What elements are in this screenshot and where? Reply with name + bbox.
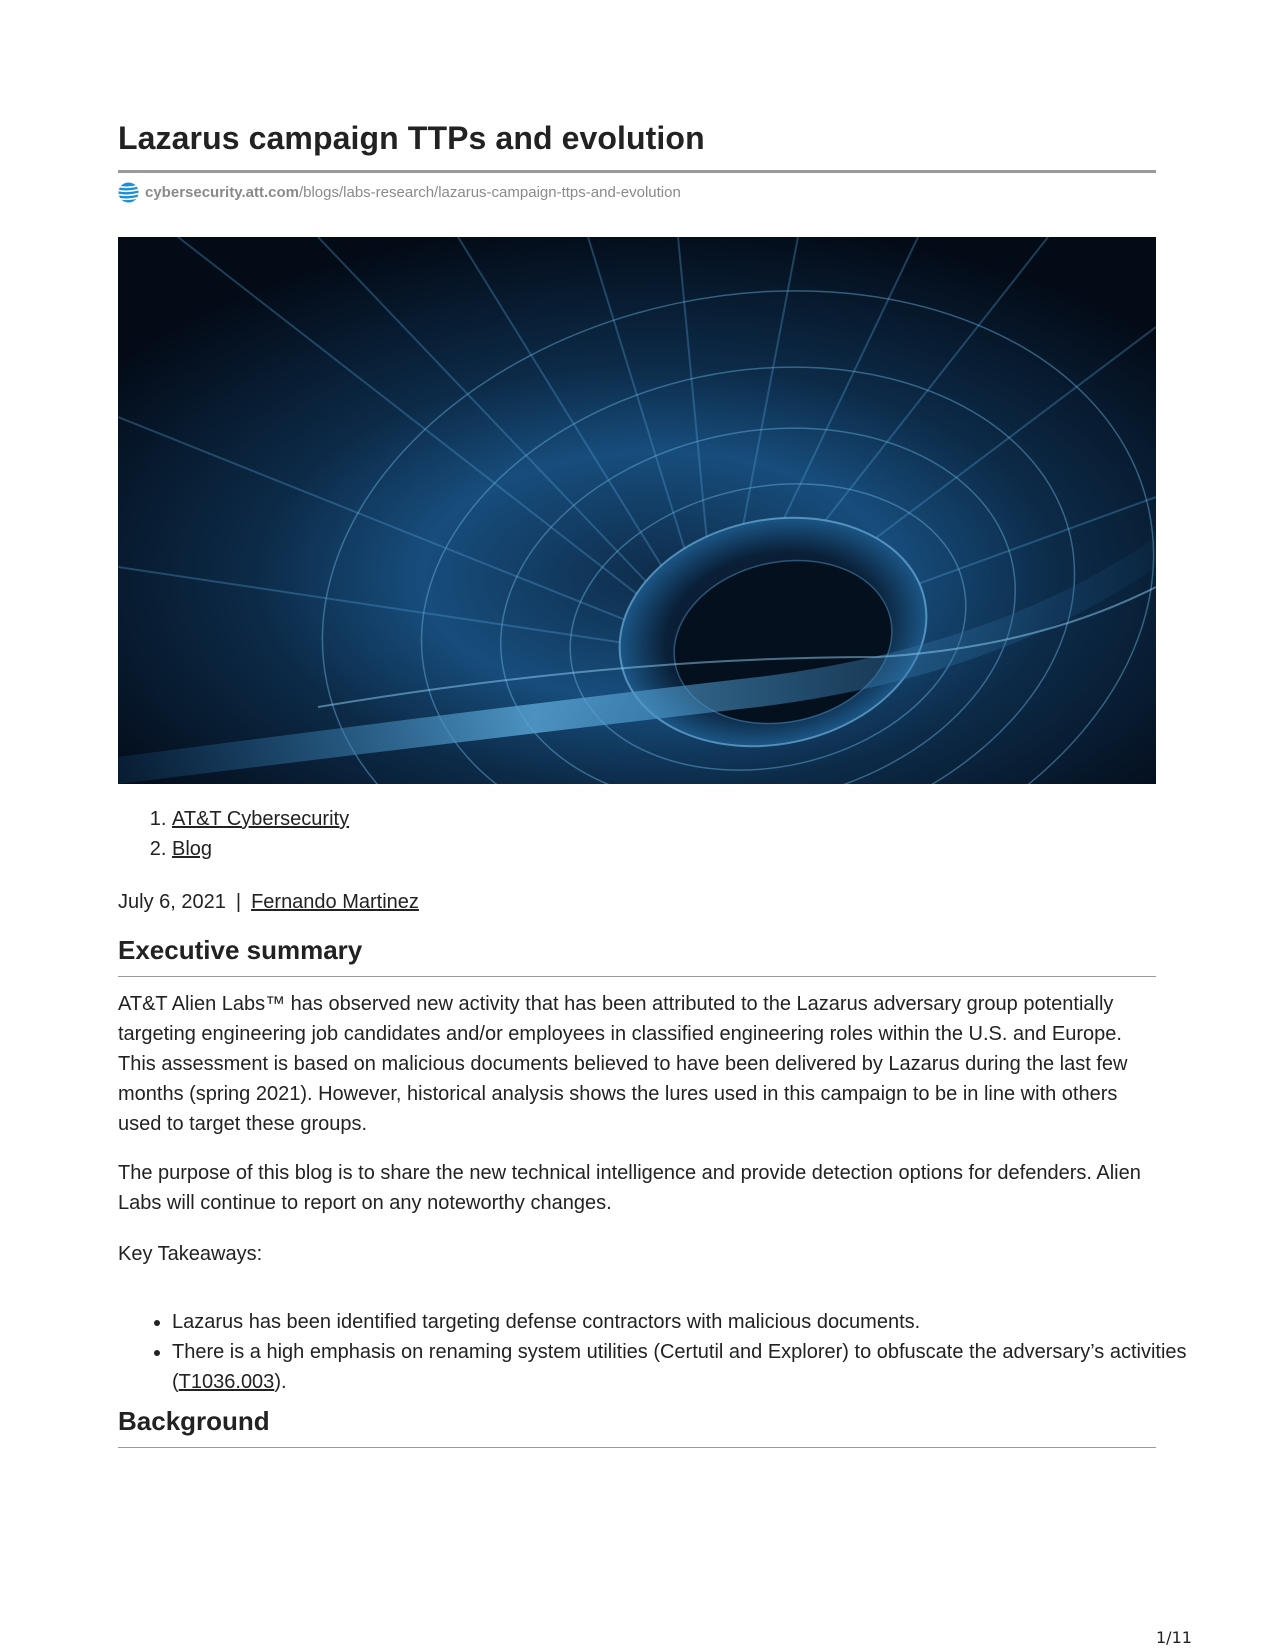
mitre-technique-link[interactable]: T1036.003 (178, 1371, 275, 1393)
article-meta (118, 889, 419, 915)
breadcrumb-link-att-cybersecurity[interactable]: AT&T Cybersecurity (172, 808, 350, 830)
takeaway-text-suffix: ). (274, 1371, 287, 1393)
takeaway-text: Lazarus has been identified targeting defense contractors with malicious documents. (172, 1311, 921, 1333)
breadcrumb-item (172, 834, 349, 864)
att-globe-icon (118, 182, 139, 203)
source-path: /blogs/labs-research/lazarus-campaign-ttps-and-evolution (298, 183, 681, 201)
section-divider (118, 1447, 1156, 1448)
executive-summary-heading: Executive summary (118, 935, 363, 965)
source-domain: cybersecurity.att.com (145, 183, 299, 201)
breadcrumb (118, 804, 349, 864)
summary-paragraph-1: AT&T Alien Labs™ has observed new activity that has been attributed to the Lazarus adversary group potentially targeting engineering job candidates and/or employees in classified engineering roles within the U.S. and Europe. This assessment is based on malicious documents believed to have been delivered by Lazarus during the last few months (spring 2021). However, historical analysis shows the lures used in this campaign to be in line with others used to target these groups. (118, 993, 1128, 1135)
publish-date: July 6, 2021 (118, 891, 226, 913)
article-title: Lazarus campaign TTPs and evolution (118, 120, 705, 156)
author-link[interactable]: Fernando Martinez (251, 891, 419, 913)
list-item (172, 1307, 1210, 1337)
summary-paragraph-2: The purpose of this blog is to share the new technical intelligence and provide detection options for defenders. Alien Labs will continue to report on any noteworthy changes. (118, 1162, 1141, 1214)
list-item (172, 1337, 1210, 1397)
key-takeaways-label: Key Takeaways: (118, 1243, 263, 1265)
breadcrumb-link-blog[interactable]: Blog (172, 838, 213, 860)
takeaway-text: There is a high emphasis on renaming system utilities (Certutil and Explorer) to obfuscate the adversary’s activities ( (172, 1341, 1187, 1393)
source-url[interactable] (118, 181, 681, 203)
key-takeaways-list (118, 1307, 1210, 1397)
hero-image (118, 237, 1156, 784)
section-divider (118, 976, 1156, 977)
breadcrumb-item (172, 804, 349, 834)
title-divider (118, 170, 1156, 173)
meta-separator: | (235, 891, 242, 913)
page-number: 1/11 (1156, 1628, 1192, 1647)
background-heading: Background (118, 1406, 270, 1436)
